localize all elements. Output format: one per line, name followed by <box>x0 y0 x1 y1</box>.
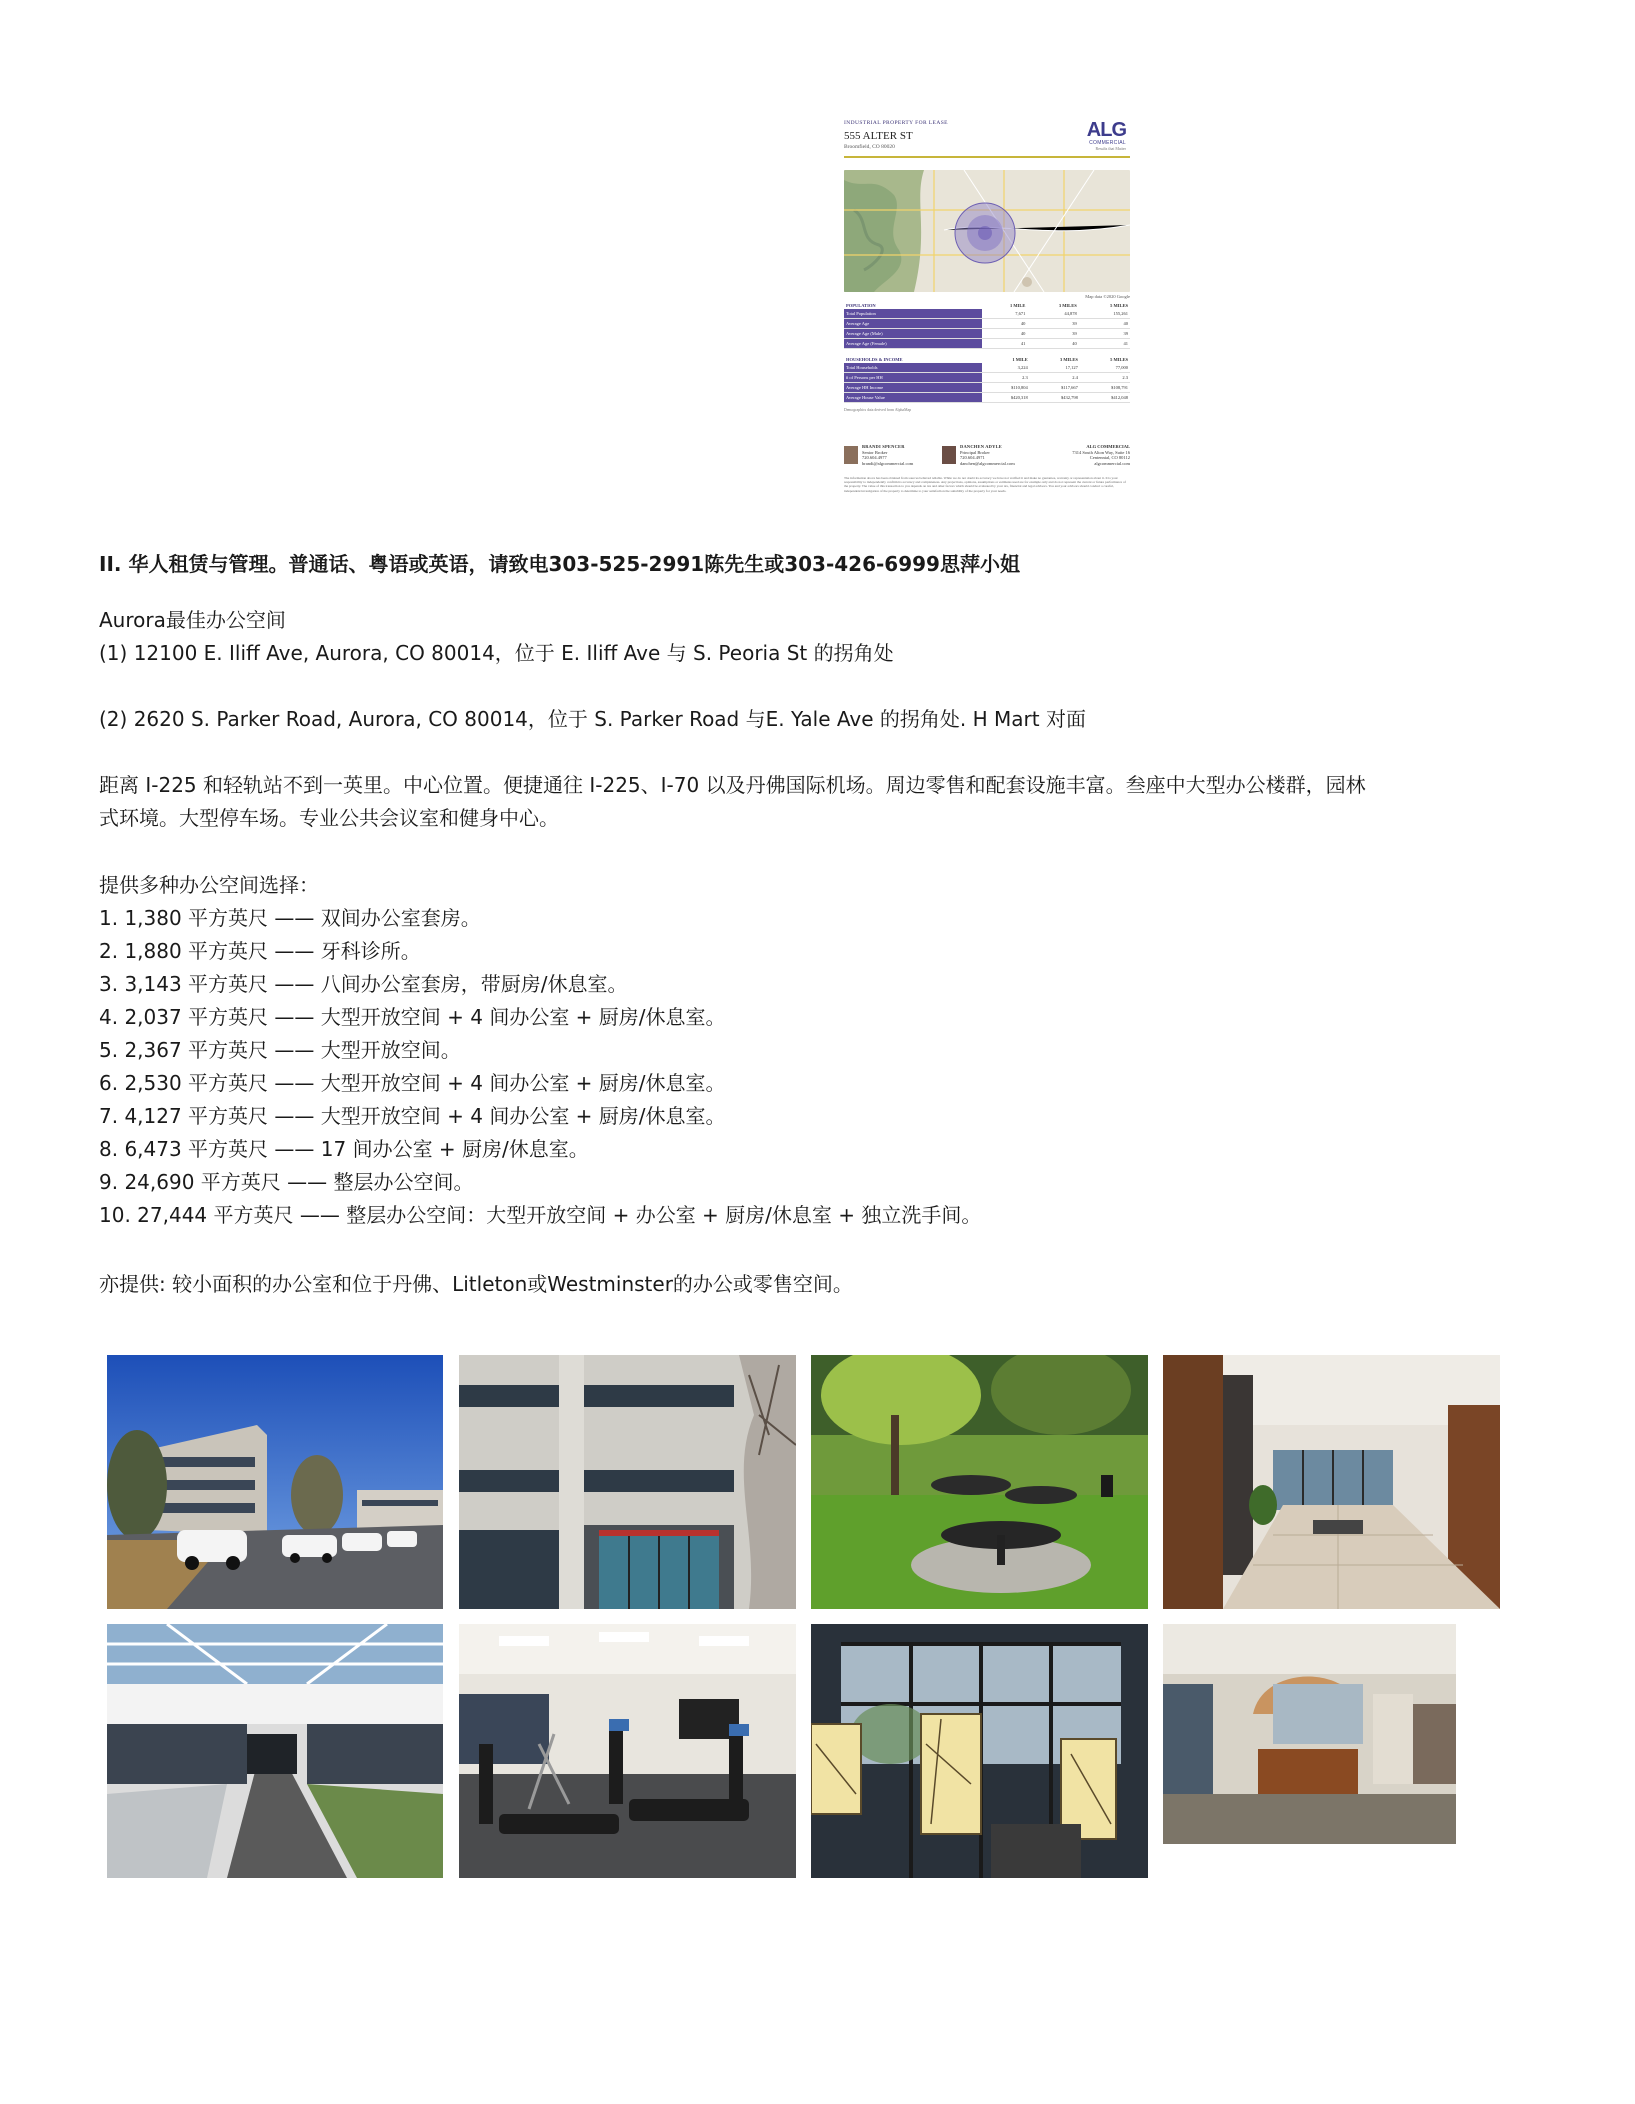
cell: $412,048 <box>1080 393 1130 403</box>
property-flyer-thumbnail <box>836 112 1136 506</box>
options-list <box>99 902 1519 1232</box>
cell: 40 <box>982 319 1027 329</box>
location-2-block <box>99 703 1519 736</box>
firm-name: ALG COMMERCIAL <box>1086 444 1130 449</box>
list-item: 2. 1,880 平方英尺 —— 牙科诊所。 <box>99 939 421 963</box>
firm-block <box>1072 444 1130 466</box>
list-item: 3. 3,143 平方英尺 —— 八间办公室套房，带厨房/休息室。 <box>99 972 628 996</box>
location-2: (2) 2620 S. Parker Road, Aurora, CO 80014，位于 S. Parker Road 与E. Yale Ave 的拐角处. H Mart 对面 <box>99 707 1086 731</box>
table-row <box>844 309 1130 319</box>
flyer-address: 555 ALTER ST <box>844 130 913 142</box>
hh-header-1: 1 MILE <box>1012 357 1028 362</box>
photo-courtyard-picnic <box>811 1355 1148 1609</box>
row-label: # of Persons per HH <box>844 373 982 383</box>
photo-lobby <box>1163 1355 1500 1609</box>
photo-lanterns <box>811 1624 1148 1878</box>
map-credit: Map data ©2020 Google <box>1085 294 1130 299</box>
cell: 40 <box>1079 319 1130 329</box>
cell: 2.3 <box>982 373 1030 383</box>
cell: 2.4 <box>1030 373 1080 383</box>
row-label: Average House Value <box>844 393 982 403</box>
hh-header-3: 5 MILES <box>1110 357 1128 362</box>
hh-header-0: HOUSEHOLDS & INCOME <box>846 357 903 362</box>
agent-name: DANCHEN ADYLE <box>960 444 1002 449</box>
list-item: 7. 4,127 平方英尺 —— 大型开放空间 + 4 间办公室 + 厨房/休息室。 <box>99 1104 726 1128</box>
list-item: 1. 1,380 平方英尺 —— 双间办公室套房。 <box>99 906 481 930</box>
table-row <box>844 339 1130 349</box>
logo-sub: COMMERCIAL <box>1089 140 1126 146</box>
table-row <box>844 363 1130 373</box>
cell: 2.3 <box>1080 373 1130 383</box>
pop-header-3: 5 MILES <box>1110 303 1128 308</box>
description-line-1: 距离 I-225 和轻轨站不到一英里。中心位置。便捷通往 I-225、I-70 以及丹佛国际机场。周边零售和配套设施丰富。叁座中大型办公楼群，园林 <box>99 773 1366 797</box>
also-offered: 亦提供: 较小面积的办公室和位于丹佛、Litleton或Westminster的办公或零售空间。 <box>99 1272 853 1296</box>
photo-atrium-walkway <box>107 1624 443 1878</box>
list-item: 4. 2,037 平方英尺 —— 大型开放空间 + 4 间办公室 + 厨房/休息室。 <box>99 1005 726 1029</box>
table-row <box>844 319 1130 329</box>
table-row <box>844 393 1130 403</box>
cell: $117,667 <box>1030 383 1080 393</box>
list-item: 6. 2,530 平方英尺 —— 大型开放空间 + 4 间办公室 + 厨房/休息室。 <box>99 1071 726 1095</box>
photo-exterior-parking <box>107 1355 443 1609</box>
table-note: Demographics data derived from AlphaMap <box>844 408 912 412</box>
agent-phone: 720.604.4977 <box>862 455 887 460</box>
photo-fitness-center <box>459 1624 796 1878</box>
cell: $110,804 <box>982 383 1030 393</box>
firm-address: 7314 South Alton Way, Suite 16 <box>1072 449 1130 455</box>
cell: 7,671 <box>982 309 1027 319</box>
logo-main: ALG <box>1086 119 1126 141</box>
cell: $432,798 <box>1030 393 1080 403</box>
row-label: Average Age (Male) <box>844 329 982 339</box>
cell: 39 <box>1027 329 1078 339</box>
agent-photo <box>844 446 858 464</box>
row-label: Average Age <box>844 319 982 329</box>
firm-website[interactable]: algcommercial.com <box>1094 460 1130 466</box>
cell: $420,318 <box>982 393 1030 403</box>
description-line-2: 式环境。大型停车场。专业公共会议室和健身中心。 <box>99 806 559 830</box>
alg-logo <box>1087 120 1126 151</box>
cell: 44,878 <box>1027 309 1078 319</box>
list-item: 5. 2,367 平方英尺 —— 大型开放空间。 <box>99 1038 461 1062</box>
cell: 41 <box>982 339 1027 349</box>
list-item: 8. 6,473 平方英尺 —— 17 间办公室 + 厨房/休息室。 <box>99 1137 589 1161</box>
cell: 17,127 <box>1030 363 1080 373</box>
agent-role: Senior Broker <box>862 449 888 455</box>
table-row <box>844 373 1130 383</box>
flyer-city: Broomfield, CO 80020 <box>844 144 895 150</box>
population-table <box>844 302 1130 349</box>
row-label: Average Age (Female) <box>844 339 982 349</box>
row-label: Average HH Income <box>844 383 982 393</box>
agent-name: BRANDI SPENCER <box>862 444 905 449</box>
cell: 39 <box>1079 329 1130 339</box>
cell: 40 <box>1027 339 1078 349</box>
list-item: 9. 24,690 平方英尺 —— 整层办公空间。 <box>99 1170 474 1194</box>
description-block <box>99 769 1519 835</box>
pop-header-2: 3 MILES <box>1058 303 1077 308</box>
flyer-disclaimer: The information above has been obtained from sources believed reliable. While we do not doubt its accuracy we have not verified it and make no guarantee, warranty or representation about it. It is your responsibility to independently confirm its accuracy and completeness. Any projections, opinions, assumptions or estimates used are for example only and do not represent the current or future performance of the property. The value of this transaction to you depends on tax and other factors which should be evaluated by your tax, financial and legal advisors. You and your advisors should conduct a careful, independent investigation of the property to determine to your satisfaction the suitability of the property for your needs. <box>844 476 1126 493</box>
location-1: (1) 12100 E. Iliff Ave, Aurora, CO 80014，位于 E. Iliff Ave 与 S. Peoria St 的拐角处 <box>99 641 894 665</box>
section-heading: II. 华人租赁与管理。普通话、粤语或英语，请致电303-525-2991陈先生或303-426-6999思萍小姐 <box>99 552 1020 576</box>
cell: 39 <box>1027 319 1078 329</box>
firm-city: Centennial, CO 80112 <box>1089 455 1130 460</box>
logo-tag: Results that Matter <box>1095 146 1126 151</box>
table-row <box>844 329 1130 339</box>
cell: $108,791 <box>1080 383 1130 393</box>
also-block <box>99 1268 1519 1301</box>
households-table <box>844 356 1130 403</box>
options-title: 提供多种办公空间选择： <box>99 873 319 897</box>
cell: 41 <box>1079 339 1130 349</box>
agent-email[interactable]: brandi@algcommercial.com <box>862 460 914 466</box>
photo-building-facade <box>459 1355 796 1609</box>
cell: 3,224 <box>982 363 1030 373</box>
agent-role: Principal Broker <box>960 449 990 455</box>
intro-title: Aurora最佳办公空间 <box>99 608 286 632</box>
options-block <box>99 869 1519 1232</box>
photo-reception <box>1163 1624 1456 1844</box>
hh-header-2: 3 MILES <box>1059 357 1078 362</box>
list-item: 10. 27,444 平方英尺 —— 整层办公空间：大型开放空间 + 办公室 + 厨房/休息室 + 独立洗手间。 <box>99 1203 982 1227</box>
agent-1 <box>862 444 913 466</box>
agent-phone: 720.604.4971 <box>960 455 985 460</box>
agent-email[interactable]: danchen@algcommercial.com <box>960 460 1015 466</box>
table-row <box>844 383 1130 393</box>
pop-header-1: 1 MILE <box>1010 303 1026 308</box>
flyer-kicker: INDUSTRIAL PROPERTY FOR LEASE <box>844 120 948 126</box>
agent-photo <box>942 446 956 464</box>
flyer-rule <box>844 156 1130 158</box>
intro-block <box>99 604 1519 670</box>
agent-2 <box>960 444 1015 466</box>
cell: 155,261 <box>1079 309 1130 319</box>
cell: 77,000 <box>1080 363 1130 373</box>
row-label: Total Population <box>844 309 982 319</box>
row-label: Total Households <box>844 363 982 373</box>
pop-header-0: POPULATION <box>846 303 876 308</box>
location-map <box>844 170 1130 292</box>
cell: 40 <box>982 329 1027 339</box>
